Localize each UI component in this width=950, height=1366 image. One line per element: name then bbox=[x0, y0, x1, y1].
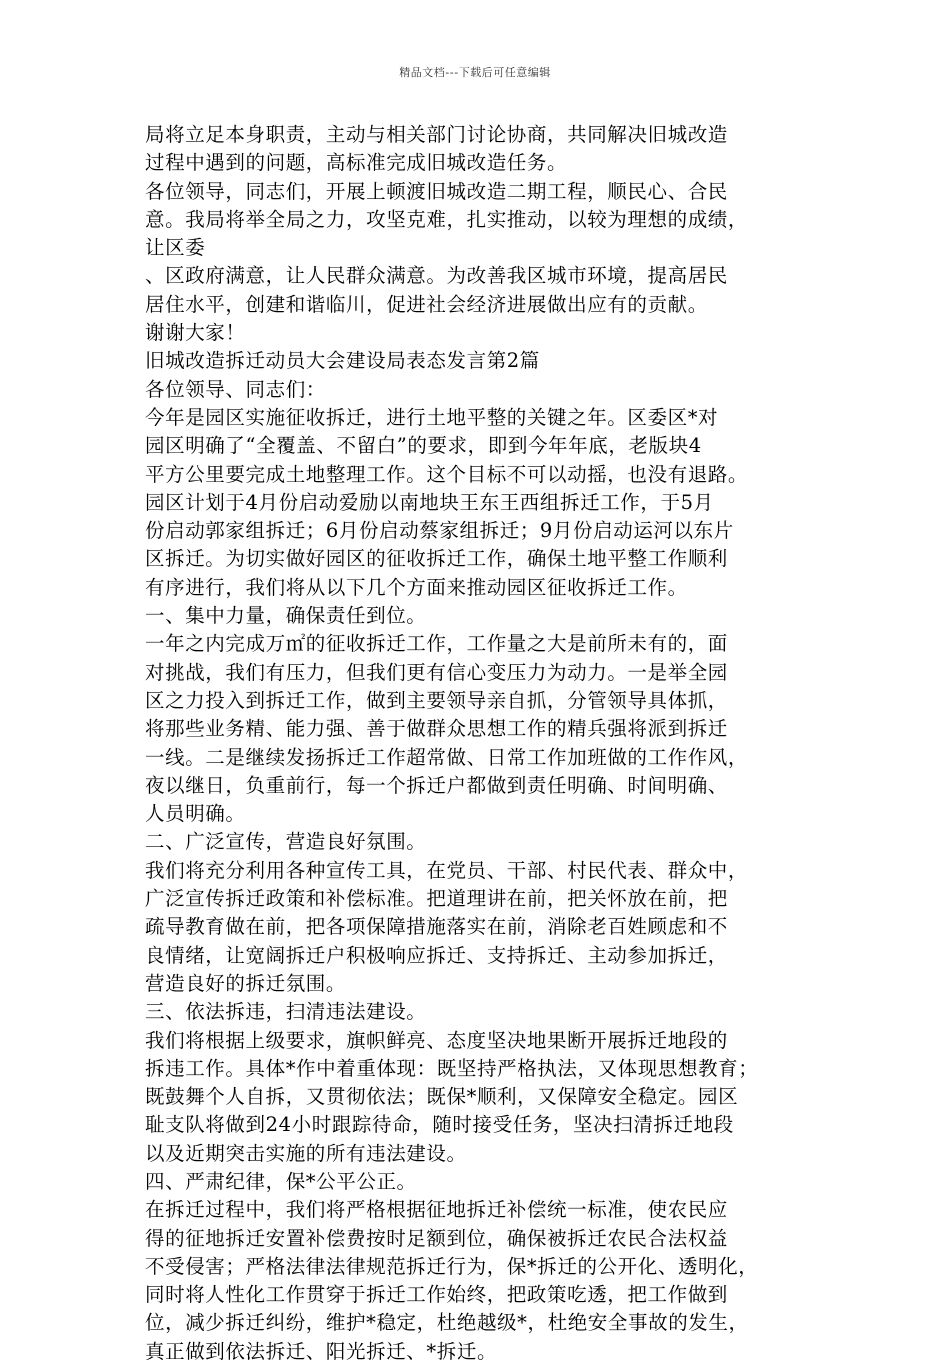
text-line: 对挑战，我们有压力，但我们更有信心变压力为动力。一是举全园 bbox=[145, 660, 728, 684]
text-line: 我们将根据上级要求，旗帜鲜亮、态度坚决地果断开展拆迁地段的 bbox=[145, 1028, 728, 1052]
text-line: 、区政府满意，让人民群众满意。为改善我区城市环境，提高居民 bbox=[145, 264, 728, 288]
text-line: 各位领导、同志们： bbox=[145, 377, 326, 401]
text-line: 得的征地拆迁安置补偿费按时足额到位，确保被拆迁农民合法权益 bbox=[145, 1226, 728, 1250]
text-line: 以及近期突击实施的所有违法建设。 bbox=[145, 1141, 467, 1165]
text-line: 良情绪，让宽阔拆迁户积极响应拆迁、支持拆迁、主动参加拆迁， bbox=[145, 943, 728, 967]
text-line: 旧城改造拆迁动员大会建设局表态发言第2篇 bbox=[145, 349, 540, 373]
page-header: 精品文档---下载后可任意编辑 bbox=[399, 66, 551, 79]
text-line: 一年之内完成万㎡的征收拆迁工作，工作量之大是前所未有的，面 bbox=[145, 632, 728, 656]
text-line: 一、集中力量，确保责任到位。 bbox=[145, 604, 427, 628]
text-line: 广泛宣传拆迁政策和补偿标准。把道理讲在前，把关怀放在前，把 bbox=[145, 887, 728, 911]
text-line: 拆违工作。具体*作中着重体现：既坚持严格执法，又体现思想教育； bbox=[145, 1056, 759, 1080]
text-line: 有序进行，我们将从以下几个方面来推动园区征收拆迁工作。 bbox=[145, 575, 688, 599]
text-line: 四、严肃纪律，保*公平公正。 bbox=[145, 1169, 417, 1193]
text-line: 谢谢大家！ bbox=[145, 321, 246, 345]
text-line: 营造良好的拆迁氛围。 bbox=[145, 971, 347, 995]
text-line: 人员明确。 bbox=[145, 802, 246, 826]
text-line: 过程中遇到的问题，高标准完成旧城改造任务。 bbox=[145, 151, 568, 175]
text-line: 园区明确了“全覆盖、不留白”的要求，即到今年年底，老版块4 bbox=[145, 434, 702, 458]
text-line: 局将立足本身职责，主动与相关部门讨论协商，共同解决旧城改造 bbox=[145, 123, 728, 146]
text-line: 同时将人性化工作贯穿于拆迁工作始终，把政策吃透，把工作做到 bbox=[145, 1283, 728, 1307]
text-line: 区之力投入到拆迁工作，做到主要领导亲自抓，分管领导具体抓， bbox=[145, 688, 728, 712]
text-line: 不受侵害；严格法律法律规范拆迁行为，保*拆迁的公开化、透明化， bbox=[145, 1254, 759, 1278]
text-line: 夜以继日，负重前行，每一个拆迁户都做到责任明确、时间明确、 bbox=[145, 773, 728, 797]
text-line: 让区委 bbox=[145, 236, 206, 260]
text-line: 区拆迁。为切实做好园区的征收拆迁工作，确保土地平整工作顺利 bbox=[145, 547, 728, 571]
document-body bbox=[145, 121, 815, 1366]
text-line: 园区计划于4月份启动爱励以南地块王东王西组拆迁工作，于5月 bbox=[145, 490, 714, 514]
text-line: 二、广泛宣传，营造良好氛围。 bbox=[145, 830, 427, 854]
text-line: 三、依法拆违，扫清违法建设。 bbox=[145, 1000, 427, 1024]
text-line: 在拆迁过程中，我们将严格根据征地拆迁补偿统一标准，使农民应 bbox=[145, 1198, 728, 1222]
text-line: 位，减少拆迁纠纷，维护*稳定，杜绝越级*，杜绝安全事故的发生， bbox=[145, 1311, 749, 1335]
text-line: 意。我局将举全局之力，攻坚克难，扎实推动，以较为理想的成绩， bbox=[145, 207, 749, 231]
text-line: 一线。二是继续发扬拆迁工作超常做、日常工作加班做的工作作风， bbox=[145, 745, 749, 769]
text-line: 将那些业务精、能力强、善于做群众思想工作的精兵强将派到拆迁 bbox=[145, 717, 728, 741]
text-line: 耻支队将做到24小时跟踪待命，随时接受任务，坚决扫清拆迁地段 bbox=[145, 1113, 734, 1137]
text-line: 平方公里要完成土地整理工作。这个目标不可以动摇，也没有退路。 bbox=[145, 462, 749, 486]
text-line: 居住水平，创建和谐临川，促进社会经济进展做出应有的贡献。 bbox=[145, 292, 708, 316]
text-line: 既鼓舞个人自拆，又贯彻依法；既保*顺利，又保障安全稳定。园区 bbox=[145, 1085, 739, 1109]
text-line: 疏导教育做在前，把各项保障措施落实在前，消除老百姓顾虑和不 bbox=[145, 915, 728, 939]
text-line: 份启动郭家组拆迁；6月份启动蔡家组拆迁；9月份启动运河以东片 bbox=[145, 519, 734, 543]
text-line: 我们将充分利用各种宣传工具，在党员、干部、村民代表、群众中， bbox=[145, 858, 749, 882]
text-line: 各位领导，同志们，开展上顿渡旧城改造二期工程，顺民心、合民 bbox=[145, 179, 728, 203]
text-line: 今年是园区实施征收拆迁，进行土地平整的关键之年。区委区*对 bbox=[145, 405, 719, 429]
text-line: 真正做到依法拆迁、阳光拆迁、*拆迁。 bbox=[145, 1339, 498, 1363]
